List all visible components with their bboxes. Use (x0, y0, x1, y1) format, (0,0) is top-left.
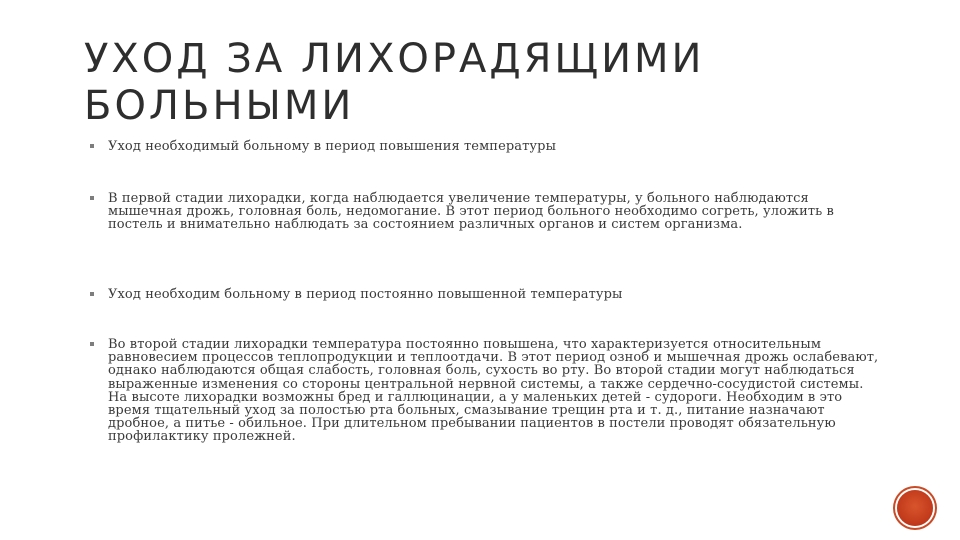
bullet-item-first-stage: В первой стадии лихорадки, когда наблюдается увеличение температуры, у больного наблюдаются мышечная дрожь, головная боль, недомогание. В этот период больного необходимо согреть, уложить в постель и внимательно наблюдать за состоянием различных органов и систем организма. (90, 192, 880, 232)
slide-number-badge (897, 490, 933, 526)
bullet-item-care-constant-temperature: Уход необходим больному в период постоянно повышенной температуры (90, 288, 880, 301)
bullet-item-second-stage: Во второй стадии лихорадки температура постоянно повышена, что характеризуется относительным равновесием процессов теплопродукции и теплоотдачи. В этот период озноб и мышечная дрожь ослабевают, однако наблюдаются общая слабость, головная боль, сухость во рту. Во второй стадии могут наблюдаться выраженные изменения со стороны центральной нервной системы, а также сердечно-сосудистой системы. На высоте лихорадки возможны бред и галлюцинации, а у маленьких детей - судороги. Необходим в это время тщательный уход за полостью рта больных, смазывание трещин рта и т. д., питание назначают дробное, а питье - обильное. При длительном пребывании пациентов в постели проводят обязательную профилактику пролежней. (90, 338, 880, 444)
slide-title-line-1: УХОД ЗА ЛИХОРАДЯЩИМИ (84, 36, 705, 82)
bullet-item-care-rising-temperature: Уход необходимый больному в период повышения температуры (90, 140, 880, 153)
slide-title-line-2: БОЛЬНЫМИ (84, 83, 355, 129)
slide-title (84, 36, 884, 130)
